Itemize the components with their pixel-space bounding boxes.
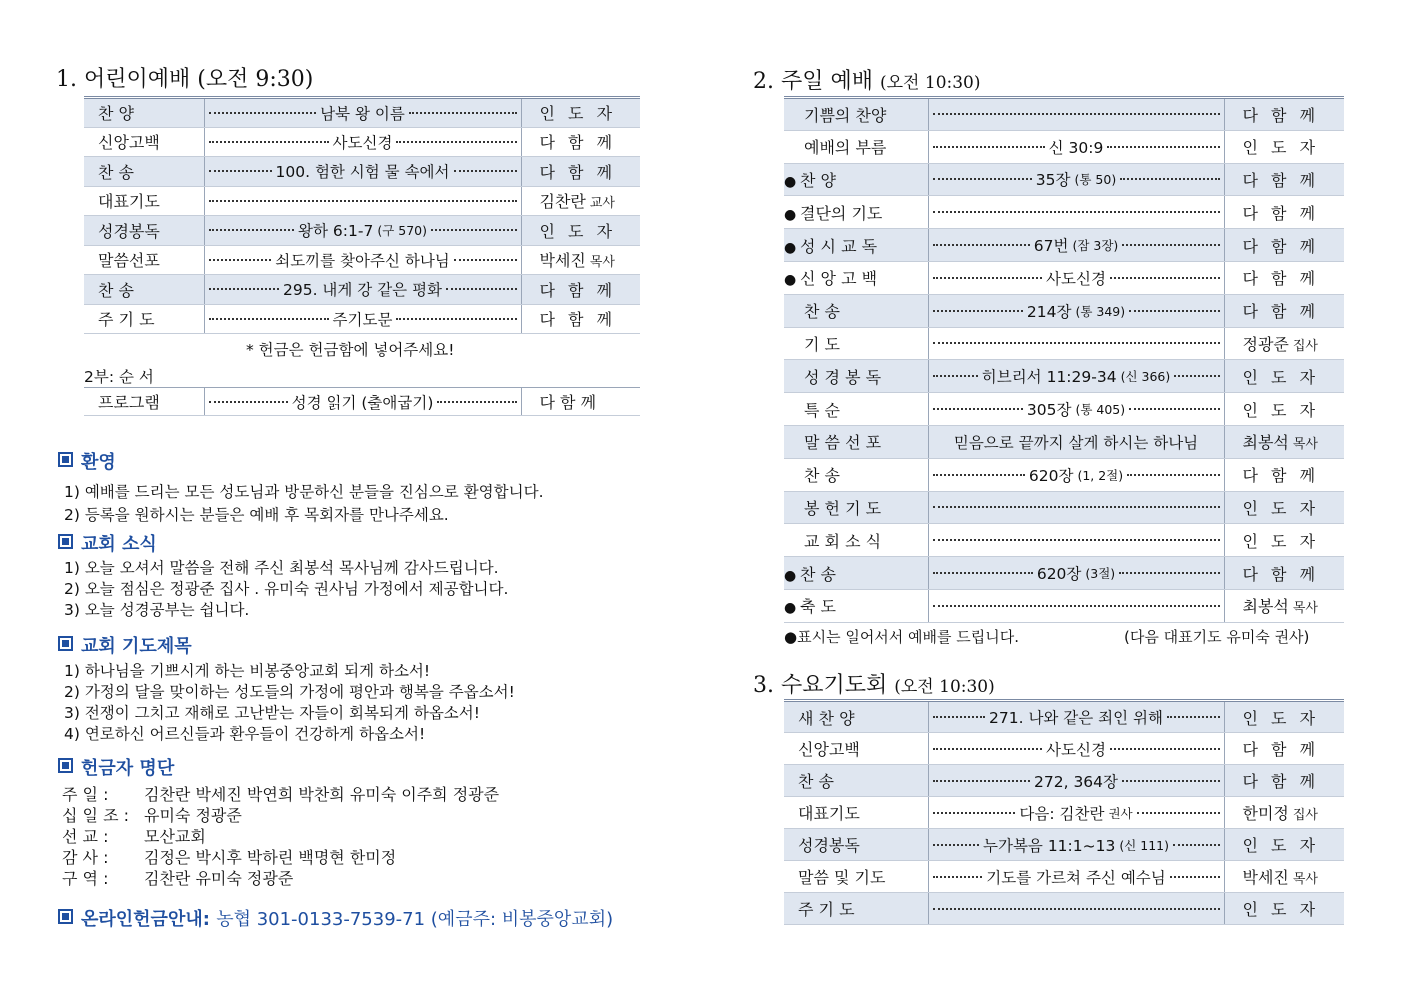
program-row [784,294,1344,327]
row-leader: 최봉석 [1242,433,1289,453]
children-program-table [84,96,640,334]
news-line-2: 2) 오늘 점심은 정광준 집사 . 유미숙 권사님 가정에서 제공합니다. [64,580,509,598]
row-label: 신앙고백 [98,133,160,153]
row-content: 67번 [1033,237,1069,256]
row-leader: 다 함 께 [521,388,640,416]
row-leader: 다 함 께 [539,310,617,330]
offering-note: * 헌금은 헌금함에 넣어주세요! [246,341,455,359]
row-content: 쇠도끼를 찾아주신 하나님 [275,251,450,270]
row-leader-title: 교사 [589,196,615,212]
row-content: 다음: 김찬란 [1019,804,1105,823]
part2-table [84,387,640,416]
program-row [784,327,1344,360]
program-row [784,557,1344,590]
row-label: 찬 송 [800,564,836,584]
row-label: 대표기도 [798,804,860,823]
wednesday-program-table [784,699,1344,925]
row-leader: 인 도 자 [1242,400,1320,420]
prayer-header: 교회 기도제목 [58,632,192,658]
program-row [784,163,1344,196]
row-content-note: (통 349) [1075,303,1126,319]
row-leader: 다 함 께 [1242,105,1320,125]
row-label: 찬 송 [804,302,840,322]
row-content: 295. 내게 강 같은 평화 [282,281,443,300]
row-content-note: (신 111) [1119,837,1170,853]
row-label: 예배의 부름 [804,138,887,158]
program-row [784,701,1344,733]
row-label: 프로그램 [84,388,204,416]
row-leader-title: 집사 [1292,338,1318,354]
row-label: 찬 송 [798,772,834,791]
prayer-line-3: 3) 전쟁이 그치고 재해로 고난받는 자들이 회복되게 하옵소서! [64,704,480,722]
prayer-line-1: 1) 하나님을 기쁘시게 하는 비봉중앙교회 되게 하소서! [64,662,431,680]
program-row [784,491,1344,524]
program-row [84,216,640,246]
news-line-1: 1) 오늘 오셔서 말씀을 전해 주신 최봉석 목사님께 감사드립니다. [64,559,499,577]
standing-bullet-icon: ● [784,600,797,617]
row-content: 620장 [1028,466,1074,485]
row-leader-title: 목사 [589,255,615,271]
standing-bullet-icon: ● [784,272,797,289]
row-label: 봉 헌 기 도 [804,498,882,518]
row-content-note: (잠 3장) [1072,238,1119,254]
row-leader: 다 함 께 [1242,302,1320,322]
row-content-note: 권사 [1108,805,1133,821]
account-info: 농협 301-0133-7539-71 (예금주: 비봉중앙교회) [216,909,614,930]
section-title-text: 3. 수요기도회 [753,673,888,698]
row-leader-title: 목사 [1292,872,1318,887]
row-content-note: (1, 2절) [1077,467,1124,483]
row-content: 남북 왕 이름 [320,104,405,123]
program-row [784,261,1344,294]
row-leader-title: 집사 [1292,808,1318,823]
row-content-note: (구 570) [377,223,427,239]
next-prayer-note: (다음 대표기도 유미숙 권사) [1124,628,1310,646]
row-content: 214장 [1026,302,1072,321]
program-row [784,229,1344,262]
offering-row: 십 일 조 : 유미숙 정광준 [62,806,242,825]
row-leader: 다 함 께 [1242,170,1320,190]
section-title-text: 2. 주일 예배 [753,69,873,94]
program-row [84,127,640,157]
row-leader: 인 도 자 [539,221,617,241]
row-leader: 인 도 자 [1242,138,1320,158]
program-row [784,797,1344,829]
wednesday-service-title [753,668,995,699]
standing-bullet-icon: ● [784,567,797,584]
section-title-text: 1. 어린이예배 [56,67,191,92]
row-leader: 다 함 께 [1242,772,1320,791]
program-row [784,589,1344,622]
row-content: 100. 험한 시험 물 속에서 [275,163,450,182]
row-leader: 정광준 [1242,334,1289,354]
row-leader: 인 도 자 [1242,498,1320,518]
program-row [784,733,1344,765]
row-label: 찬 양 [800,170,836,190]
row-label: 찬 송 [804,466,840,486]
offering-row: 주 일 : 김찬란 박세진 박연희 박찬희 유미숙 이주희 정광준 [62,785,500,804]
row-leader: 다 함 께 [1242,236,1320,256]
row-content: 사도신경 [1046,269,1106,288]
row-label: 찬 송 [98,162,134,182]
offering-row: 선 교 : 모산교회 [62,827,206,846]
row-content-note: (통 50) [1074,172,1117,188]
row-leader: 인 도 자 [539,104,617,124]
program-row [784,196,1344,229]
row-leader-title: 목사 [1292,601,1318,617]
row-label: 기쁨의 찬양 [804,105,887,125]
sunday-service-title [753,64,981,95]
row-label: 대표기도 [98,192,160,212]
online-offering: 온라인헌금안내: 농협 301-0133-7539-71 (예금주: 비봉중앙교회) [58,905,613,931]
program-row [84,245,640,275]
row-content: 620장 [1036,565,1082,584]
program-row [784,765,1344,797]
offering-header: 헌금자 명단 [58,754,174,780]
program-row [84,275,640,305]
row-label: 성 시 교 독 [800,236,878,256]
program-row [784,829,1344,861]
row-label: 성 경 봉 독 [804,367,882,387]
square-bullet-icon [58,534,73,549]
row-leader: 다 함 께 [1242,564,1320,584]
row-leader: 박세진 [539,251,586,271]
program-row [84,186,640,216]
welcome-line-1: 1) 예배를 드리는 모든 성도님과 방문하신 분들을 진심으로 환영합니다. [64,483,544,501]
row-label: 말씀선포 [98,251,160,271]
row-label: 말씀 및 기도 [798,868,886,887]
row-leader: 인 도 자 [1242,708,1320,728]
row-leader: 한미정 [1242,804,1289,823]
welcome-header: 환영 [58,448,116,474]
row-content: 305장 [1026,401,1072,420]
standing-bullet-icon: ● [784,173,797,190]
row-content: 왕하 6:1-7 [298,222,374,241]
standing-bullet-icon: ● [784,239,797,256]
program-row [784,458,1344,491]
row-label: 주 기 도 [98,310,155,330]
square-bullet-icon [58,452,73,467]
row-label: 주 기 도 [798,900,855,919]
row-label: 교 회 소 식 [804,531,882,551]
program-row [784,393,1344,426]
section-time: (오전 10:30) [880,73,981,93]
sunday-program-table [784,96,1344,623]
row-label: 기 도 [804,334,840,354]
standing-note: ●표시는 일어서서 예배를 드립니다. [784,628,1020,646]
standing-bullet-icon: ● [784,206,797,223]
program-row [784,893,1344,925]
part2-title: 2부: 순 서 [84,368,154,386]
row-leader: 다 함 께 [539,162,617,182]
row-label: 축 도 [800,597,836,617]
row-label: 찬 양 [98,104,134,124]
row-label: 말 씀 선 포 [804,433,882,453]
row-leader: 인 도 자 [1242,531,1320,551]
row-content: 271. 나와 같은 죄인 위해 [989,709,1164,727]
welcome-line-2: 2) 등록을 원하시는 분들은 예배 후 목회자를 만나주세요. [64,506,449,524]
row-leader: 다 함 께 [1242,740,1320,759]
section-time: (오전 9:30) [197,67,314,92]
row-content-note: (신 366) [1120,369,1171,385]
program-row [84,157,640,187]
news-header: 교회 소식 [58,530,157,556]
row-content: 272, 364장 [1034,772,1118,791]
row-label: 성경봉독 [98,221,160,241]
row-leader: 다 함 께 [1242,466,1320,486]
row-label: 신 앙 고 백 [800,269,878,289]
prayer-line-2: 2) 가정의 달을 맞이하는 성도들의 가정에 평안과 행복을 주옵소서! [64,683,515,701]
row-leader: 다 함 께 [1242,203,1320,223]
row-content: 사도신경 [332,133,393,152]
row-label: 성경봉독 [798,836,860,855]
program-row [84,388,640,416]
row-content: 성경 읽기 (출애굽기) [291,393,434,412]
row-leader: 김찬란 [539,192,586,212]
program-row [784,861,1344,893]
row-leader: 인 도 자 [1242,900,1320,919]
row-content: 사도신경 [1046,740,1106,759]
row-content: 기도를 가르쳐 주신 예수님 [986,868,1166,887]
row-leader: 인 도 자 [1242,367,1320,387]
square-bullet-icon [58,909,73,924]
row-label: 찬 송 [98,280,134,300]
row-leader: 다 함 께 [539,133,617,153]
row-content: 믿음으로 끝까지 살게 하시는 하나님 [953,433,1199,452]
square-bullet-icon [58,758,73,773]
row-leader: 인 도 자 [1242,836,1320,855]
row-leader: 박세진 [1242,868,1289,887]
program-row [784,524,1344,557]
offering-row: 감 사 : 김정은 박시후 박하린 백명현 한미정 [62,848,397,867]
row-content-note: (통 405) [1075,402,1126,418]
program-row [784,360,1344,393]
offering-row: 구 역 : 김찬란 유미숙 정광준 [62,869,294,888]
children-service-title [56,62,313,93]
program-row [784,425,1344,458]
row-leader: 최봉석 [1242,597,1289,617]
row-content: 주기도문 [332,310,393,329]
program-row [84,98,640,128]
square-bullet-icon [58,636,73,651]
row-content-note: (3절) [1085,566,1116,582]
program-row [84,304,640,334]
prayer-line-4: 4) 연로하신 어르신들과 환우들이 건강하게 하옵소서! [64,725,426,743]
program-row [784,130,1344,163]
row-label: 새 찬 양 [798,708,855,728]
row-leader: 다 함 께 [539,280,617,300]
row-content: 히브리서 11:29-34 [981,368,1117,387]
row-content: 신 30:9 [1048,138,1104,157]
row-label: 특 순 [804,400,840,420]
section-time: (오전 10:30) [894,677,995,697]
news-line-3: 3) 오늘 성경공부는 쉽니다. [64,601,250,619]
row-content: 누가복음 11:1~13 [983,836,1116,855]
row-leader: 다 함 께 [1242,269,1320,289]
row-label: 결단의 기도 [800,203,883,223]
program-row [784,98,1344,131]
row-leader-title: 목사 [1292,437,1318,453]
row-content: 35장 [1035,171,1071,190]
row-label: 신앙고백 [798,740,860,759]
